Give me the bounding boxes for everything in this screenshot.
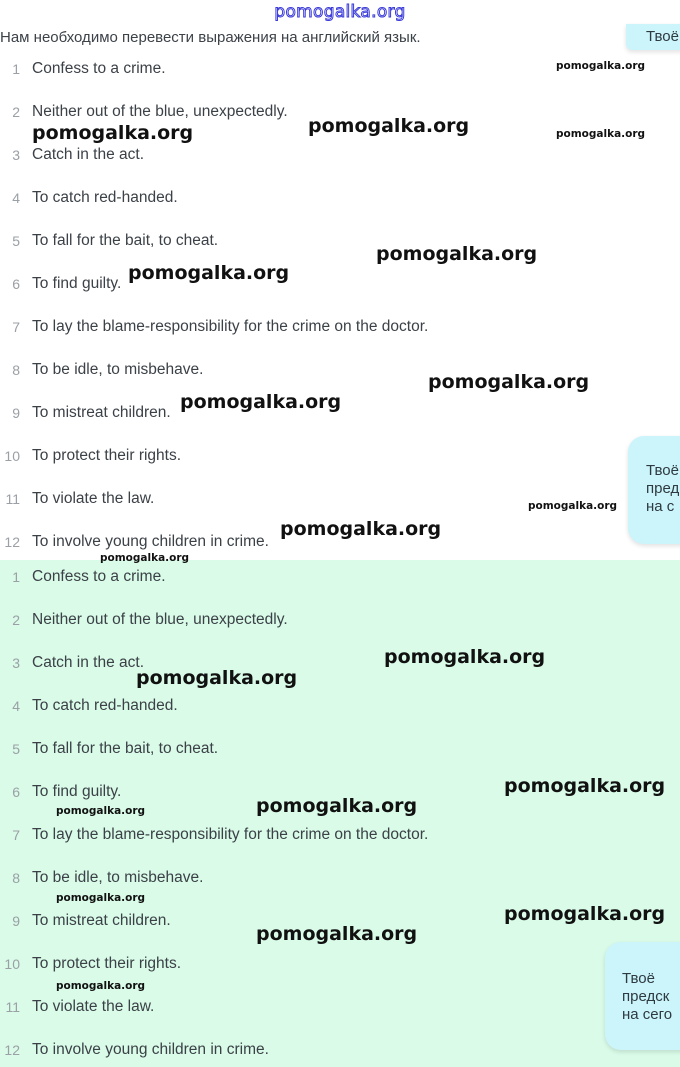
item-text: To mistreat children. — [32, 912, 171, 929]
watermark: pomogalka.org — [100, 552, 190, 564]
watermark: pomogalka.org — [180, 391, 342, 413]
list-item — [0, 565, 600, 589]
promo-bubble-line: пред — [646, 480, 680, 497]
watermark: pomogalka.org — [280, 518, 442, 540]
item-number: 1 — [12, 569, 20, 585]
item-text: To find guilty. — [32, 275, 122, 292]
watermark: pomogalka.org — [256, 923, 418, 945]
promo-bubble-line: предск — [622, 988, 670, 1005]
item-text: Catch in the act. — [32, 146, 145, 163]
watermark: pomogalka.org — [556, 128, 646, 140]
item-text: To protect their rights. — [32, 447, 182, 464]
list-item — [0, 487, 600, 511]
item-text: Confess to a crime. — [32, 568, 166, 585]
watermark: pomogalka.org — [504, 903, 666, 925]
item-number: 10 — [4, 956, 20, 972]
intro-text: Нам необходимо перевести выражения на английский язык. — [0, 29, 421, 46]
watermark: pomogalka.org — [428, 371, 590, 393]
list-item — [0, 694, 600, 718]
item-number: 11 — [5, 999, 20, 1015]
promo-bubble-line: Твоё — [622, 970, 655, 987]
list-item — [0, 272, 600, 296]
item-text: To find guilty. — [32, 783, 122, 800]
item-number: 8 — [12, 362, 20, 378]
list-item — [0, 186, 600, 210]
list-item — [0, 100, 600, 124]
item-number: 10 — [4, 448, 20, 464]
item-number: 4 — [12, 698, 20, 714]
item-number: 6 — [12, 276, 20, 292]
site-logo[interactable]: pomogalka.org — [274, 2, 406, 22]
item-text: To fall for the bait, to cheat. — [32, 232, 219, 249]
item-number: 7 — [12, 319, 20, 335]
item-number: 1 — [12, 61, 20, 77]
item-text: To violate the law. — [32, 490, 155, 507]
item-text: To involve young children in crime. — [32, 533, 269, 550]
list-item — [0, 995, 600, 1019]
item-number: 3 — [12, 147, 20, 163]
item-text: To catch red-handed. — [32, 697, 178, 714]
watermark: pomogalka.org — [384, 646, 546, 668]
item-number: 7 — [12, 827, 20, 843]
watermark: pomogalka.org — [376, 243, 538, 265]
watermark: pomogalka.org — [528, 500, 618, 512]
watermark: pomogalka.org — [56, 892, 146, 904]
item-text: To catch red-handed. — [32, 189, 178, 206]
item-text: To be idle, to misbehave. — [32, 869, 204, 886]
promo-bubble-line: на с — [646, 498, 675, 515]
list-item — [0, 444, 600, 468]
promo-bubble-line: на сего — [622, 1006, 673, 1023]
item-text: To fall for the bait, to cheat. — [32, 740, 219, 757]
item-text: Neither out of the blue, unexpectedly. — [32, 103, 288, 120]
item-number: 5 — [12, 233, 20, 249]
item-text: To protect their rights. — [32, 955, 182, 972]
watermark: pomogalka.org — [128, 262, 290, 284]
item-text: To lay the blame-responsibility for the crime on the doctor. — [32, 318, 429, 335]
watermark: pomogalka.org — [256, 795, 418, 817]
list-item — [0, 608, 600, 632]
list-item — [0, 737, 600, 761]
promo-bubble-top[interactable] — [626, 24, 680, 50]
item-number: 5 — [12, 741, 20, 757]
item-number: 6 — [12, 784, 20, 800]
item-number: 2 — [12, 104, 20, 120]
promo-bubble-line: Твоё — [646, 28, 679, 45]
item-text: To involve young children in crime. — [32, 1041, 269, 1058]
item-text: Confess to a crime. — [32, 60, 166, 77]
item-number: 2 — [12, 612, 20, 628]
item-number: 12 — [4, 534, 20, 550]
watermark: pomogalka.org — [308, 115, 470, 137]
list-item — [0, 143, 600, 167]
item-number: 4 — [12, 190, 20, 206]
watermark: pomogalka.org — [32, 122, 194, 144]
list-item — [0, 823, 600, 847]
list-item — [0, 952, 600, 976]
promo-bubble-bottom[interactable] — [605, 942, 680, 1050]
watermark: pomogalka.org — [56, 980, 146, 992]
item-number: 11 — [5, 491, 20, 507]
promo-bubble-middle[interactable] — [628, 436, 680, 544]
item-text: To violate the law. — [32, 998, 155, 1015]
promo-bubble-line: Твоё — [646, 462, 679, 479]
list-item — [0, 1038, 600, 1062]
watermark: pomogalka.org — [136, 667, 298, 689]
item-text: Catch in the act. — [32, 654, 145, 671]
item-number: 8 — [12, 870, 20, 886]
watermark: pomogalka.org — [556, 60, 646, 72]
list-item — [0, 866, 600, 890]
watermark: pomogalka.org — [56, 805, 146, 817]
item-text: Neither out of the blue, unexpectedly. — [32, 611, 288, 628]
item-number: 9 — [12, 913, 20, 929]
item-number: 3 — [12, 655, 20, 671]
watermark: pomogalka.org — [504, 775, 666, 797]
item-number: 12 — [4, 1042, 20, 1058]
item-text: To be idle, to misbehave. — [32, 361, 204, 378]
list-item — [0, 315, 600, 339]
list-item — [0, 57, 600, 81]
item-number: 9 — [12, 405, 20, 421]
item-text: To mistreat children. — [32, 404, 171, 421]
item-text: To lay the blame-responsibility for the crime on the doctor. — [32, 826, 429, 843]
